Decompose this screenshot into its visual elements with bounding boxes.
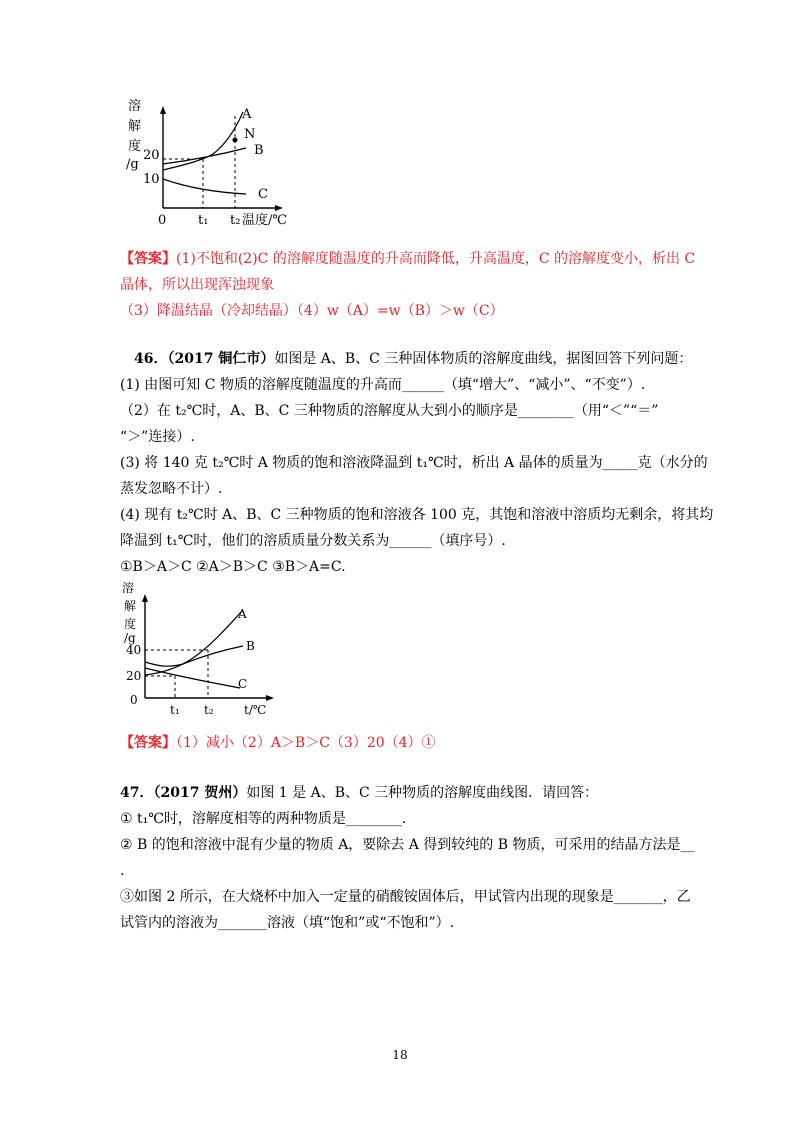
chart-2-curve-C	[145, 668, 240, 688]
q46-number: 46．（2017 铜仁市）	[134, 351, 275, 367]
chart-2-t1: t₁	[170, 703, 180, 717]
chart-2-tick-20: 20	[126, 669, 142, 683]
chart-1-label-B: B	[254, 143, 264, 158]
chart-1-tick-20: 20	[143, 148, 160, 163]
chart-1-svg	[118, 96, 308, 236]
answer-1-line1: (1)不饱和(2)C 的溶解度随温度的升高而降低，升高温度，C 的溶解度变小，析出 C	[176, 251, 696, 267]
answer-1	[120, 246, 696, 324]
q47-p3b: 试管内的溶液为_______溶液（填“饱和”或“不饱和”）.	[120, 915, 455, 931]
chart-2-label-A: A	[238, 607, 247, 621]
solubility-chart-2	[118, 580, 278, 720]
solubility-chart-1	[118, 96, 308, 236]
q47-stem: 如图 1 是 A、B、C 三种物质的溶解度曲线图．请回答：	[246, 785, 599, 801]
chart-1-ylabel-3: 度	[128, 139, 142, 154]
answer-1-line2: 晶体，所以出现浑浊现象	[120, 277, 274, 293]
question-47	[120, 780, 695, 936]
chart-2-x-arrow	[266, 695, 274, 701]
q46-p1: (1) 由图可知 C 物质的溶解度随温度的升高而______（填“增大”、“减小”、“不变”）.	[120, 377, 646, 393]
chart-1-label-C: C	[258, 187, 268, 202]
q46-options: ①B＞A＞C ②A＞B＞C ③B＞A=C.	[120, 559, 346, 575]
chart-1-curve-C	[163, 179, 246, 194]
chart-2-ylabel-3: 度	[124, 617, 137, 631]
chart-2-label-B: B	[246, 639, 255, 653]
answer-2	[120, 730, 690, 756]
chart-1-ylabel-4: /g	[126, 157, 139, 172]
chart-2-xlabel: t/℃	[244, 703, 267, 717]
answer-2-tag: 【答案】	[120, 735, 176, 751]
chart-1-label-A: A	[242, 107, 252, 122]
chart-1-x-arrow	[275, 205, 283, 211]
chart-1-t1: t₁	[198, 213, 209, 228]
chart-1-origin: 0	[158, 213, 167, 228]
q46-p4b: 降温到 t₁℃时，他们的溶质质量分数关系为______（填序号）.	[120, 533, 506, 549]
chart-2-y-arrow	[142, 594, 148, 602]
chart-2-curve-B	[145, 646, 243, 666]
chart-1-xlabel: 温度/℃	[242, 213, 287, 228]
chart-2-ylabel-2: 解	[124, 599, 137, 613]
q46-p4a: (4) 现有 t₂℃时 A、B、C 三种物质的饱和溶液各 100 克，其饱和溶液中溶质均无剩余，将其均	[120, 507, 714, 523]
chart-1-y-arrow	[160, 106, 166, 114]
q47-p2a: ② B 的饱和溶液中混有少量的物质 A，要除去 A 得到较纯的 B 物质，可采用的结晶方法是__	[120, 837, 695, 853]
q47-p2b: .	[120, 863, 125, 879]
answer-2-text: （1）减小（2）A＞B＞C（3）20（4）①	[176, 735, 436, 751]
chart-2-origin: 0	[130, 693, 138, 707]
chart-1-ylabel-2: 解	[128, 119, 142, 134]
chart-1-point-N	[233, 138, 238, 143]
q46-stem: 如图是 A、B、C 三种固体物质的溶解度曲线，据图回答下列问题：	[274, 351, 693, 367]
chart-2-ylabel-4: /g	[124, 631, 136, 645]
chart-1-curve-B	[163, 148, 246, 164]
q47-p3a: ③如图 2 所示，在大烧杯中加入一定量的硝酸铵固体后，甲试管内出现的现象是_______，乙	[120, 889, 691, 905]
chart-2-ylabel-1: 溶	[122, 581, 135, 595]
chart-2-t2: t₂	[204, 703, 214, 717]
answer-1-line3: （3）降温结晶（冷却结晶）（4）w（A）=w（B）＞w（C）	[120, 303, 504, 319]
q47-number: 47．（2017 贺州）	[120, 785, 247, 801]
q47-p1: ① t₁℃时，溶解度相等的两种物质是________.	[120, 811, 407, 827]
chart-2-tick-40: 40	[126, 643, 142, 657]
q46-p3a: (3) 将 140 克 t₂℃时 A 物质的饱和溶液降温到 t₁℃时，析出 A 晶体的质量为_____克（水分的	[120, 455, 708, 471]
answer-1-tag: 【答案】	[120, 251, 176, 267]
chart-1-ylabel-1: 溶	[128, 99, 142, 114]
chart-1-label-N: N	[244, 127, 256, 142]
q46-p2b: “＞”连接）.	[120, 429, 195, 445]
question-46	[120, 346, 714, 580]
chart-1-t2: t₂	[230, 213, 241, 228]
page-number: 18	[392, 1048, 408, 1062]
q46-p2a: （2）在 t₂℃时，A、B、C 三种物质的溶解度从大到小的顺序是________（用“＜”“＝”	[120, 403, 659, 419]
chart-2-label-C: C	[238, 677, 248, 691]
chart-2-svg	[118, 580, 278, 720]
q46-p3b: 蒸发忽略不计）.	[120, 481, 223, 497]
chart-1-tick-10: 10	[143, 172, 160, 187]
